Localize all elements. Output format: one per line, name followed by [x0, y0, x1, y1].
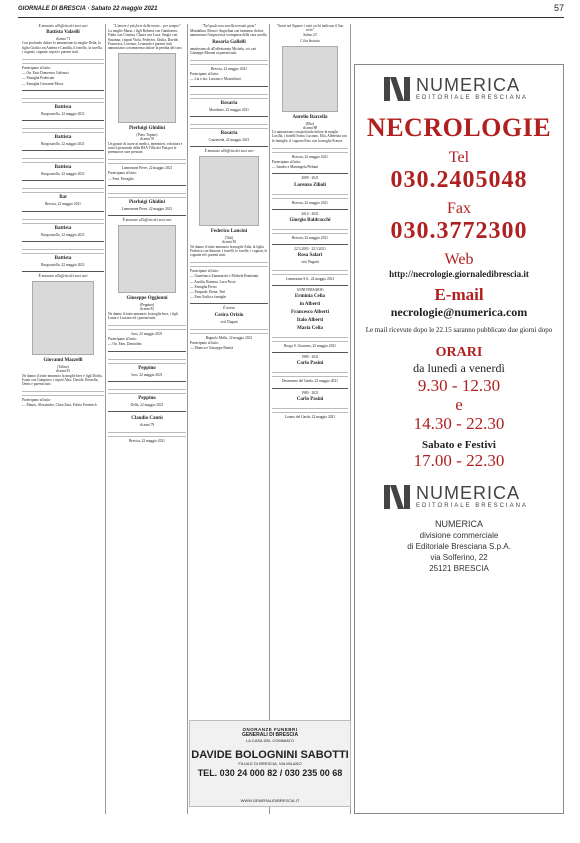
deceased-name: Carlo Pasini	[296, 396, 324, 402]
participant: — On. Ezio Domenico Galeazzi	[22, 71, 69, 76]
notice-date: Brescia, 22 maggio 2021	[292, 200, 328, 205]
deceased-name: Pierluigi Ghidini	[129, 199, 165, 205]
deceased-age: di anni 83	[221, 240, 237, 245]
text-block	[272, 145, 348, 153]
deceased-name: Pierluigi Ghidini	[129, 126, 165, 132]
morning-hours: 9.30 - 12.30	[417, 376, 501, 395]
deceased-name: Francesco Alberti	[291, 310, 329, 316]
numerica-logo-icon	[384, 75, 410, 103]
participation-label: Partecipano al lutto:	[108, 337, 137, 342]
portrait-photo	[118, 53, 176, 123]
deceased-name: Lorenzo Zilioli	[294, 182, 326, 188]
text-block	[22, 216, 104, 224]
notice	[22, 211, 104, 237]
anniversary-years: 1980 - 2021	[301, 390, 319, 395]
notice-intro: Ci ha lasciato	[300, 38, 320, 43]
notice-date: Borgosatollo, 22 maggio 2021	[41, 172, 85, 177]
notice-intro: È morta	[223, 306, 235, 311]
deceased-name: Federico Lancini	[210, 229, 248, 235]
deceased-name: Battista	[54, 255, 72, 261]
notice	[108, 381, 186, 407]
participation-label: Partecipano al lutto:	[190, 341, 219, 346]
text-block	[22, 95, 104, 103]
participant: — Famiglia Giovanni Mosci	[22, 81, 64, 86]
notice	[108, 215, 186, 347]
column-divider	[187, 24, 188, 814]
notice-date: Borgosatollo, 22 maggio 2021	[41, 262, 85, 267]
obituary-column-1	[22, 24, 104, 814]
deceased-nickname: (Peppino)	[139, 303, 155, 308]
notice-date: Borgosatollo, 22 maggio 2021	[41, 111, 85, 116]
text-block	[22, 125, 104, 133]
brand-subtitle: EDITORIALE BRESCIANA	[416, 503, 528, 509]
page-number: 57	[553, 3, 564, 13]
notice	[22, 120, 104, 146]
necrologie-panel	[354, 64, 564, 814]
notice-intro: È mancato all'affetto dei suoi cari	[38, 24, 88, 28]
deceased-nickname: (Talino)	[57, 365, 69, 370]
notice-body: amatissimo di all'affezionata Michela, coi cari Giuseppe Moroni ai parenti tutti.	[190, 46, 257, 55]
notice-body: Ne danno il triste annuncio la moglie Ines, i figli Laura e Luciano ed i parenti tutti.	[108, 311, 178, 320]
notice-body: Un grazie di cuore ai medici, infermieri, volontari e tutto il personale della RSA Villa dei Pini per le premurose cure prestate.	[108, 141, 183, 155]
brand-subtitle: EDITORIALE BRESCIANA	[416, 95, 528, 101]
numerica-logo	[384, 481, 534, 515]
notice-date: Iseo, 22 maggio 2021	[131, 332, 163, 337]
text-block	[22, 388, 104, 396]
newspaper-title: GIORNALE DI BRESCIA · Sabato 22 maggio 2021	[18, 6, 158, 12]
address-line: di Editoriale Bresciana S.p.A.	[407, 542, 511, 551]
notice-intro: È mancato all'affetto dei suoi cari	[38, 274, 88, 279]
notice	[190, 116, 268, 142]
anniversary-notice	[272, 352, 348, 383]
deceased-name: Italo Alberti	[296, 318, 324, 324]
brand-name: NUMERICA	[416, 75, 521, 95]
participant: — Fam. Ferraglio	[108, 176, 134, 181]
obituary-column-4	[272, 24, 348, 814]
hours-title: ORARI	[435, 345, 483, 360]
notice-body: La moglie Maria, i figli Roberta con Gianfranco, Fabio con Cristina, Chiara con Luca, Sergio con Susanna, i nipoti Viola, Federico, Giulia, Davide, Francesca, Lorenzo, Leonardo e parenti tutti annunciano con immenso dolore la perdita del caro	[108, 29, 182, 51]
text-block	[272, 267, 348, 275]
deceased-subtitle: ved. Bugatti	[301, 260, 319, 265]
participation-label: Partecipano al lutto:	[190, 72, 219, 77]
notice-date: Brescia, 22 maggio 2021	[129, 439, 165, 444]
notice-date: Lumezzane Pieve, 22 maggio 2021	[121, 206, 173, 211]
text-block	[272, 369, 348, 377]
notice-date: Desenzano del Garda, 22 maggio 2021	[282, 379, 338, 384]
obituary-column-3	[190, 24, 268, 814]
text-block	[272, 226, 348, 234]
deceased-subtitle: ved. Dagani	[220, 319, 238, 324]
notice-date: Lonato del Garda, 22 maggio 2021	[284, 414, 336, 419]
hours-separator: e	[455, 395, 463, 414]
text-block	[190, 91, 268, 99]
page-header	[18, 5, 564, 18]
participation-label: Partecipano al lutto:	[22, 66, 51, 71]
funeral-home-ad	[189, 720, 351, 807]
anniversary-notice	[272, 388, 348, 419]
anniversary-notice	[272, 209, 348, 240]
text-block	[272, 405, 348, 413]
participant: — Pasquale, Elena, Tetè	[190, 290, 226, 295]
anniversary-years: 22.5.2003 - 22.5.2021	[294, 247, 326, 252]
deceased-age: di anni 79	[139, 423, 155, 428]
portrait-photo	[118, 225, 176, 293]
participant: — Monica e Giuseppe Bonirà	[190, 346, 234, 351]
notice-quote: "Nel quale una sorella trovasti gioia"	[202, 24, 256, 28]
fax-label: Fax	[447, 200, 471, 217]
text-block	[190, 326, 268, 334]
weekday-label: da lunedì a venerdì	[413, 361, 505, 375]
address-line: divisione commerciale	[419, 531, 499, 540]
notice	[190, 146, 268, 299]
afternoon-hours: 14.30 - 22.30	[413, 414, 505, 433]
text-block	[22, 246, 104, 254]
participant: — On. Fam. Damiolini	[108, 342, 142, 347]
notice	[22, 271, 104, 408]
deceased-name: Peppino	[138, 395, 156, 401]
text-block	[272, 334, 348, 342]
notice	[108, 185, 186, 211]
obituary-column-2	[108, 24, 186, 814]
notice-date: Brescia, 22 maggio 2021	[292, 236, 328, 241]
notice-body: Ne danno il triste annuncio la moglie Ines e figli Dorlia, Ivano con Gianpiero, i nipoti Alex, Davide, Rossella, Denis e parenti tutti.	[22, 373, 103, 387]
notice	[108, 411, 186, 443]
deceased-name: Battista	[54, 225, 72, 231]
deceased-age: di anni 81	[139, 307, 155, 312]
text-block	[190, 57, 268, 65]
brand-name: NUMERICA	[416, 483, 521, 503]
participation-label: Partecipano al lutto:	[272, 160, 301, 165]
deceased-nickname: (Elio)	[305, 121, 315, 126]
participant: — Mauro, Alessandro, Clara Zani, Fulvia Frerenich	[22, 403, 97, 408]
notice	[190, 303, 268, 350]
notice	[108, 351, 186, 377]
notice-date: Brescia, 22 maggio 2021	[211, 67, 247, 72]
anniversary-notice	[272, 285, 348, 348]
deceased-name: Rosaria Gallelli	[212, 39, 246, 45]
notice-quote-source: Salmo 23	[303, 33, 317, 38]
notice	[22, 90, 104, 116]
participant: — Sandro e Mariangela Plebani	[272, 165, 319, 170]
notice-date: Borgo S. Giacomo, 22 maggio 2021	[284, 344, 336, 349]
email-label: E-mail	[434, 285, 484, 304]
notice-date: Lumezzane Pieve, 22 maggio 2021	[121, 166, 173, 171]
notice-body: Mondalina, Elena e Angiolina con immenso dolore annunciano l'improvvisa scomparsa della cara sorella	[190, 29, 267, 38]
deceased-nickname: (Piero Topino)	[136, 133, 158, 138]
text-block	[272, 191, 348, 199]
text-block	[108, 386, 186, 394]
anniversary-years: 2009 - 2021	[301, 176, 319, 181]
notice-quote: "L'amore è più forte della morte... per sempre"	[113, 24, 181, 28]
text-block	[108, 429, 186, 437]
deceased-name: Claudio Cantù	[131, 416, 163, 422]
deceased-name: Giuseppe Oggionni	[126, 296, 168, 302]
email-link[interactable]: necrologie@numerica.com	[390, 305, 528, 319]
notice-date: Brescia, 22 maggio 2021	[292, 154, 328, 159]
notice-body: Lo annunciano con profondo dolore la moglie Lucilla, i fratelli Ivano, Luciano, Elia, Albertina con le famiglie, il cognato Ezio con la moglie Franca.	[272, 130, 347, 143]
anniversary-notice	[272, 173, 348, 204]
phone-number: 030.2405048	[390, 167, 528, 193]
deceased-age: di anni 88	[302, 126, 318, 131]
notice-date: Borgosatollo, 22 maggio 2021	[41, 142, 85, 147]
text-block	[22, 56, 104, 64]
deceased-name: Peppino	[138, 365, 156, 371]
fax-number: 030.3772300	[390, 218, 528, 244]
deceased-name: Cesira Orizio	[214, 312, 244, 318]
text-block	[22, 155, 104, 163]
notice	[22, 241, 104, 267]
text-block	[108, 356, 186, 364]
column-divider	[105, 24, 106, 814]
participant: — Famiglia Pietro	[190, 284, 217, 289]
participation-label: Partecipano al lutto:	[108, 171, 137, 176]
deceased-name: Maria Celia	[297, 326, 323, 332]
participant: — Lia e zia, Luciano e Montichiari	[190, 77, 241, 82]
notice-quote: "Sarai nel Signore i miei occhi indicava il Suo cielo"	[276, 24, 344, 33]
notice-body: Ne danno il triste annuncio la moglie Aida, la figlia Federica con Simone, i fratelli, le sorelle, i cognati, le cognate ed i parenti tutti.	[190, 244, 268, 258]
deceased-name: Rosa Salari	[297, 253, 323, 259]
deceased-name: Giorgio Baldracchi	[289, 218, 331, 224]
deceased-age: di anni 71	[55, 37, 71, 42]
publisher-address	[355, 519, 563, 574]
weekend-label: Sabato e Festivi	[422, 439, 496, 451]
deceased-name: Battista Valzelli	[46, 30, 80, 36]
deceased-age: di anni 81	[55, 369, 71, 374]
panel-title: NECROLOGIE	[366, 113, 552, 142]
deceased-nickname: (Titti)	[224, 236, 234, 241]
notice	[190, 86, 268, 112]
notice	[22, 150, 104, 176]
notice-date: Brescia, 22 maggio 2021	[45, 202, 81, 207]
ad-line: DAVIDE BOLOGNINI SABOTTI	[191, 749, 349, 761]
deceased-name: Bat	[59, 195, 67, 201]
notice-date: Iseo, 22 maggio 2021	[131, 372, 163, 377]
column-divider	[269, 24, 270, 814]
text-block	[108, 156, 186, 164]
ad-line: GENERALI DI BRESCIA	[241, 732, 299, 738]
website-link[interactable]: http://necrologie.giornaledibrescia.it	[389, 269, 529, 279]
deceased-age: di anni 70	[139, 137, 155, 142]
notice-date: Bagnolo Mella, 22 maggio 2021	[205, 335, 253, 340]
text-block	[108, 190, 186, 198]
email-deadline-note: Le mail ricevute dopo le 22.15 saranno pubblicate due giorni dopo	[365, 326, 553, 334]
portrait-photo	[282, 46, 338, 112]
deceased-name: Aurelio Barcella	[292, 114, 328, 120]
web-label: Web	[444, 251, 474, 268]
notice-intro: È mancato all'affetto dei suoi cari	[204, 149, 254, 154]
text-block	[190, 259, 268, 267]
participant: — Gianfranco Zammarchi e Michele Bonitanni	[190, 274, 259, 279]
deceased-name: Rosaria	[220, 100, 238, 106]
column-divider	[350, 24, 351, 814]
text-block	[22, 185, 104, 193]
notice-date: Lumezzane S.S., 22 maggio 2021	[285, 276, 335, 281]
text-block	[190, 121, 268, 129]
portrait-photo	[199, 156, 259, 226]
notice-intro: È mancato all'affetto dei suoi cari	[122, 218, 172, 223]
numerica-logo-icon	[384, 483, 410, 511]
ad-website: WWW.GENERALIDIBRESCIA.IT	[240, 798, 300, 803]
anniversary-years: 2014 - 2021	[301, 211, 319, 216]
notice-date: Cazzaveda, 22 maggio 2021	[208, 137, 250, 142]
deceased-name: Rosaria	[220, 130, 238, 136]
deceased-name: Battista	[54, 135, 72, 141]
participation-label: Partecipano al lutto:	[190, 269, 219, 274]
deceased-name: Battista	[54, 104, 72, 110]
text-block	[108, 322, 186, 330]
anniversary-label: ANNIVERSARIO	[296, 287, 324, 292]
participant: — Aurilia, Romina, Luca Pusoi	[190, 279, 236, 284]
ad-phone: TEL. 030 24 000 82 / 030 235 00 68	[197, 768, 343, 778]
phone-label: Tel	[448, 149, 470, 166]
participant: — Famiglia Pedercani	[22, 76, 55, 81]
notice-date: Borgosatollo, 22 maggio 2021	[41, 232, 85, 237]
deceased-name: Carlo Pasini	[296, 361, 324, 367]
ad-line: LA CASA DEL COMMIATO	[246, 738, 294, 743]
deceased-name: Erminia Celia	[294, 294, 326, 300]
ad-line: FILIALE DI BRESCIA, VIA MILANO	[238, 761, 302, 766]
deceased-name: Giovanni Mazzelli	[43, 358, 83, 364]
participant: — Fam Giulia e famiglie	[190, 295, 227, 300]
deceased-name: Battista	[54, 165, 72, 171]
notice-date: Mondione, 22 maggio 2021	[209, 107, 249, 112]
numerica-logo	[384, 73, 534, 107]
ad-line: ONORANZE FUNEBRI	[242, 727, 298, 732]
address-line: via Solferino, 22	[430, 553, 488, 562]
participation-label: Partecipano al lutto:	[22, 398, 51, 403]
address-line: NUMERICA	[434, 519, 483, 529]
notice-date: Della, 22 maggio 2021	[130, 402, 164, 407]
weekend-hours: 17.00 - 22.30	[413, 451, 505, 470]
portrait-photo	[32, 281, 94, 355]
notice	[22, 180, 104, 206]
anniversary-notice	[272, 244, 348, 281]
anniversary-years: 1980 - 2021	[301, 355, 319, 360]
address-line: 25121 BRESCIA	[429, 564, 489, 573]
notice-body: Con profondo dolore lo annunciano la moglie Delia, la figlia Giulia con Andrea e Camilla, il fratello, la sorella, i cognati, cognate, nipoti e parenti tutti.	[22, 41, 103, 54]
deceased-name: in Alberti	[299, 302, 321, 308]
